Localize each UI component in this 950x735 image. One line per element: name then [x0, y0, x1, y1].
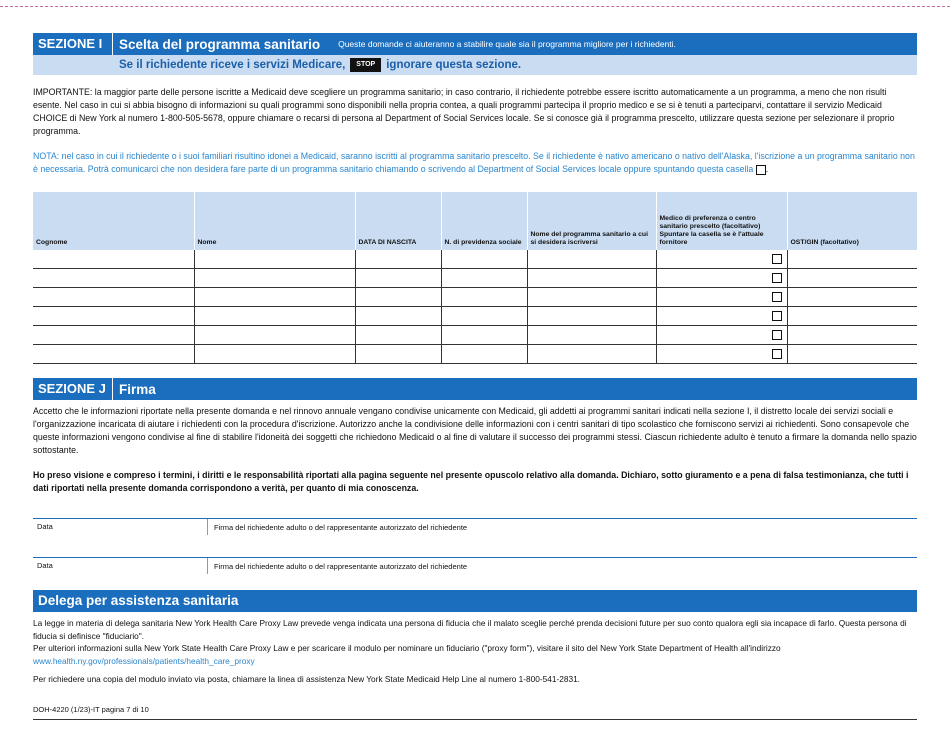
footer-rule	[33, 719, 917, 720]
col-data-nascita: DATA DI NASCITA	[355, 192, 441, 250]
table-row	[33, 307, 917, 326]
cell-nome[interactable]	[194, 269, 355, 288]
current-provider-checkbox[interactable]	[772, 273, 782, 283]
cell-programma[interactable]	[527, 307, 656, 326]
proxy-body	[33, 617, 917, 686]
section-i-subtitle: Queste domande ci aiuteranno a stabilire quale sia il programma migliore per i richiedenti.	[338, 39, 676, 49]
cell-programma[interactable]	[527, 250, 656, 269]
current-provider-checkbox[interactable]	[772, 311, 782, 321]
opt-out-checkbox[interactable]	[756, 165, 766, 175]
cell-nome[interactable]	[194, 345, 355, 364]
date-field[interactable]: Data	[33, 519, 208, 535]
medicare-notice	[33, 55, 917, 75]
table-row	[33, 250, 917, 269]
table-row	[33, 345, 917, 364]
signature-line-2	[33, 557, 917, 574]
col-nome: Nome	[194, 192, 355, 250]
cell-ost-gin[interactable]	[787, 307, 917, 326]
section-j-code: SEZIONE J	[33, 378, 113, 400]
health-plan-table	[33, 192, 917, 364]
cell-previdenza[interactable]	[441, 307, 527, 326]
proxy-para-2: Per ulteriori informazioni sulla New York State Health Care Proxy Law e per scaricare il modulo per nominare un fiduciario ("proxy form"), visitare il sito del New York State Department of Health all'indirizzo	[33, 643, 781, 653]
col-previdenza: N. di previdenza sociale	[441, 192, 527, 250]
consent-text: Accetto che le informazioni riportate nella presente domanda e nel rinnovo annuale vengano condivise unicamente con Medicaid, gli addetti ai programmi sanitari indicati nella sezione I, il distretto locale dei servizi sociali e l'organizzazione incaricata di aiutare i richiedenti con la procedura d'iscrizione. Autorizzo anche la condivisione delle informazioni con i centri sanitari di tipo scolastico che forniscono servizi ai richiedenti. Sono consapevole che queste informazioni vengono condivise al fine di stabilire l'idoneità dei soggetti che richiedono Medicaid o al fine di valutare il successo dei programmi stessi. Ciascun richiedente adulto è tenuto a firmare la domanda nello spazio sottostante.	[33, 406, 917, 455]
col-programma: Nome del programma sanitario a cui si desidera iscriversi	[527, 192, 656, 250]
table-header-row	[33, 192, 917, 250]
proxy-section	[33, 590, 917, 612]
cell-data-nascita[interactable]	[355, 250, 441, 269]
medicare-notice-post: ignorare questa sezione.	[386, 59, 522, 71]
cut-line	[0, 6, 950, 7]
current-provider-checkbox[interactable]	[772, 292, 782, 302]
cell-previdenza[interactable]	[441, 269, 527, 288]
cell-nome[interactable]	[194, 288, 355, 307]
important-paragraph	[33, 86, 917, 138]
cell-data-nascita[interactable]	[355, 288, 441, 307]
table-row	[33, 269, 917, 288]
consent-paragraph	[33, 405, 917, 457]
cell-programma[interactable]	[527, 326, 656, 345]
cell-cognome[interactable]	[33, 345, 194, 364]
section-i-title: Scelta del programma sanitario	[119, 36, 321, 52]
cell-cognome[interactable]	[33, 326, 194, 345]
footer	[33, 705, 917, 720]
cell-nome[interactable]	[194, 307, 355, 326]
current-provider-checkbox[interactable]	[772, 330, 782, 340]
signature-line-1	[33, 518, 917, 535]
col-cognome: Cognome	[33, 192, 194, 250]
col-ost-gin: OST/GIN (facoltativo)	[787, 192, 917, 250]
cell-ost-gin[interactable]	[787, 345, 917, 364]
footer-text: DOH-4220 (1/23)-IT pagina 7 di 10	[33, 705, 149, 714]
note-paragraph: NOTA: nel caso in cui il richiedente o i suoi familiari risultino idonei a Medicaid, saranno iscritti al programma sanitario prescelto. Se il richiedente è nativo americano o nativo dell'Alaska, l'iscrizione a un programma sanitario non è necessaria. Potrà comunicarci che non desidera fare parte di un programma sanitario chiamando o scrivendo al Department of Social Services locale oppure spuntando questa casella .	[33, 151, 915, 174]
date-field[interactable]: Data	[33, 558, 208, 574]
proxy-para-3: Per richiedere una copia del modulo inviato via posta, chiamare la linea di assistenza New York State Medicaid Help Line al numero 1-800-541-2831.	[33, 674, 580, 684]
cell-cognome[interactable]	[33, 250, 194, 269]
declaration-paragraph	[33, 469, 917, 495]
section-j-header	[33, 378, 917, 400]
cell-ost-gin[interactable]	[787, 269, 917, 288]
cell-nome[interactable]	[194, 326, 355, 345]
col-medico: Medico di preferenza o centro sanitario prescelto (facoltativo) Spuntare la casella se è l'attuale fornitore	[656, 192, 787, 250]
cell-data-nascita[interactable]	[355, 326, 441, 345]
cell-cognome[interactable]	[33, 288, 194, 307]
current-provider-checkbox[interactable]	[772, 349, 782, 359]
cell-medico[interactable]	[656, 326, 787, 345]
cell-data-nascita[interactable]	[355, 269, 441, 288]
cell-medico[interactable]	[656, 307, 787, 326]
cell-previdenza[interactable]	[441, 326, 527, 345]
current-provider-checkbox[interactable]	[772, 254, 782, 264]
important-text: IMPORTANTE: la maggior parte delle persone iscritte a Medicaid deve scegliere un programma sanitario; in caso contrario, il richiedente potrebbe essere iscritto automaticamente a un programma, a meno che non risulti esente. Nel caso in cui si abbia bisogno di informazioni su quali programmi sono disponibili nella propria contea, a quali programmi partecipa il proprio medico e se si è tenuti a parteciparvi, contattare il servizio Medicaid CHOICE di New York al numero 1-800-505-5678, oppure chiamare o recarsi di persona al Department of Social Services locale. Se si conosce già il programma prescelto, utilizzare questa sezione per selezionare il proprio programma.	[33, 87, 895, 136]
cell-ost-gin[interactable]	[787, 288, 917, 307]
proxy-link[interactable]: www.health.ny.gov/professionals/patients/health_care_proxy	[33, 655, 255, 666]
medicare-notice-pre: Se il richiedente riceve i servizi Medicare,	[119, 59, 346, 71]
cell-ost-gin[interactable]	[787, 326, 917, 345]
cell-cognome[interactable]	[33, 269, 194, 288]
note-text: NOTA: nel caso in cui il richiedente o i suoi familiari risultino idonei a Medicaid, saranno iscritti al programma sanitario prescelto. Se il richiedente è nativo americano o nativo dell'Alaska, l'iscrizione a un programma sanitario non è necessaria. Potrà comunicarci che non desidera fare parte di un programma sanitario chiamando o scrivendo al Department of Social Services locale oppure spuntando questa casella	[33, 151, 915, 174]
cell-previdenza[interactable]	[441, 345, 527, 364]
cell-programma[interactable]	[527, 345, 656, 364]
section-i-header	[33, 33, 917, 55]
cell-ost-gin[interactable]	[787, 250, 917, 269]
cell-data-nascita[interactable]	[355, 307, 441, 326]
table-row	[33, 288, 917, 307]
cell-programma[interactable]	[527, 288, 656, 307]
cell-medico[interactable]	[656, 288, 787, 307]
stop-sign-icon: STOP	[350, 58, 381, 72]
section-i	[33, 33, 917, 75]
cell-nome[interactable]	[194, 250, 355, 269]
section-i-code: SEZIONE I	[33, 33, 113, 55]
cell-medico[interactable]	[656, 269, 787, 288]
section-j	[33, 378, 917, 400]
cell-data-nascita[interactable]	[355, 345, 441, 364]
signature-field[interactable]: Firma del richiedente adulto o del rappresentante autorizzato del richiedente	[214, 522, 468, 532]
cell-previdenza[interactable]	[441, 250, 527, 269]
cell-previdenza[interactable]	[441, 288, 527, 307]
cell-cognome[interactable]	[33, 307, 194, 326]
proxy-para-1: La legge in materia di delega sanitaria New York Health Care Proxy Law prevede venga indicata una persona di fiducia che il malato sceglie perché prenda decisioni future per suo conto qualora egli sia incapace di farlo. Questa persona di fiducia si definisce "fiduciario".	[33, 618, 907, 641]
cell-medico[interactable]	[656, 250, 787, 269]
signature-field[interactable]: Firma del richiedente adulto o del rappresentante autorizzato del richiedente	[214, 561, 468, 571]
proxy-title: Delega per assistenza sanitaria	[33, 590, 917, 612]
cell-programma[interactable]	[527, 269, 656, 288]
table-row	[33, 326, 917, 345]
declaration-text: Ho preso visione e compreso i termini, i diritti e le responsabilità riportati alla pagina seguente nel presente opuscolo relativo alla domanda. Dichiaro, sotto giuramento e a pena di falsa testimonianza, che tutti i dati riportati nella presente domanda corrispondono a verità, per quanto di mia conoscenza.	[33, 470, 909, 493]
cell-medico[interactable]	[656, 345, 787, 364]
section-j-title: Firma	[119, 381, 156, 397]
